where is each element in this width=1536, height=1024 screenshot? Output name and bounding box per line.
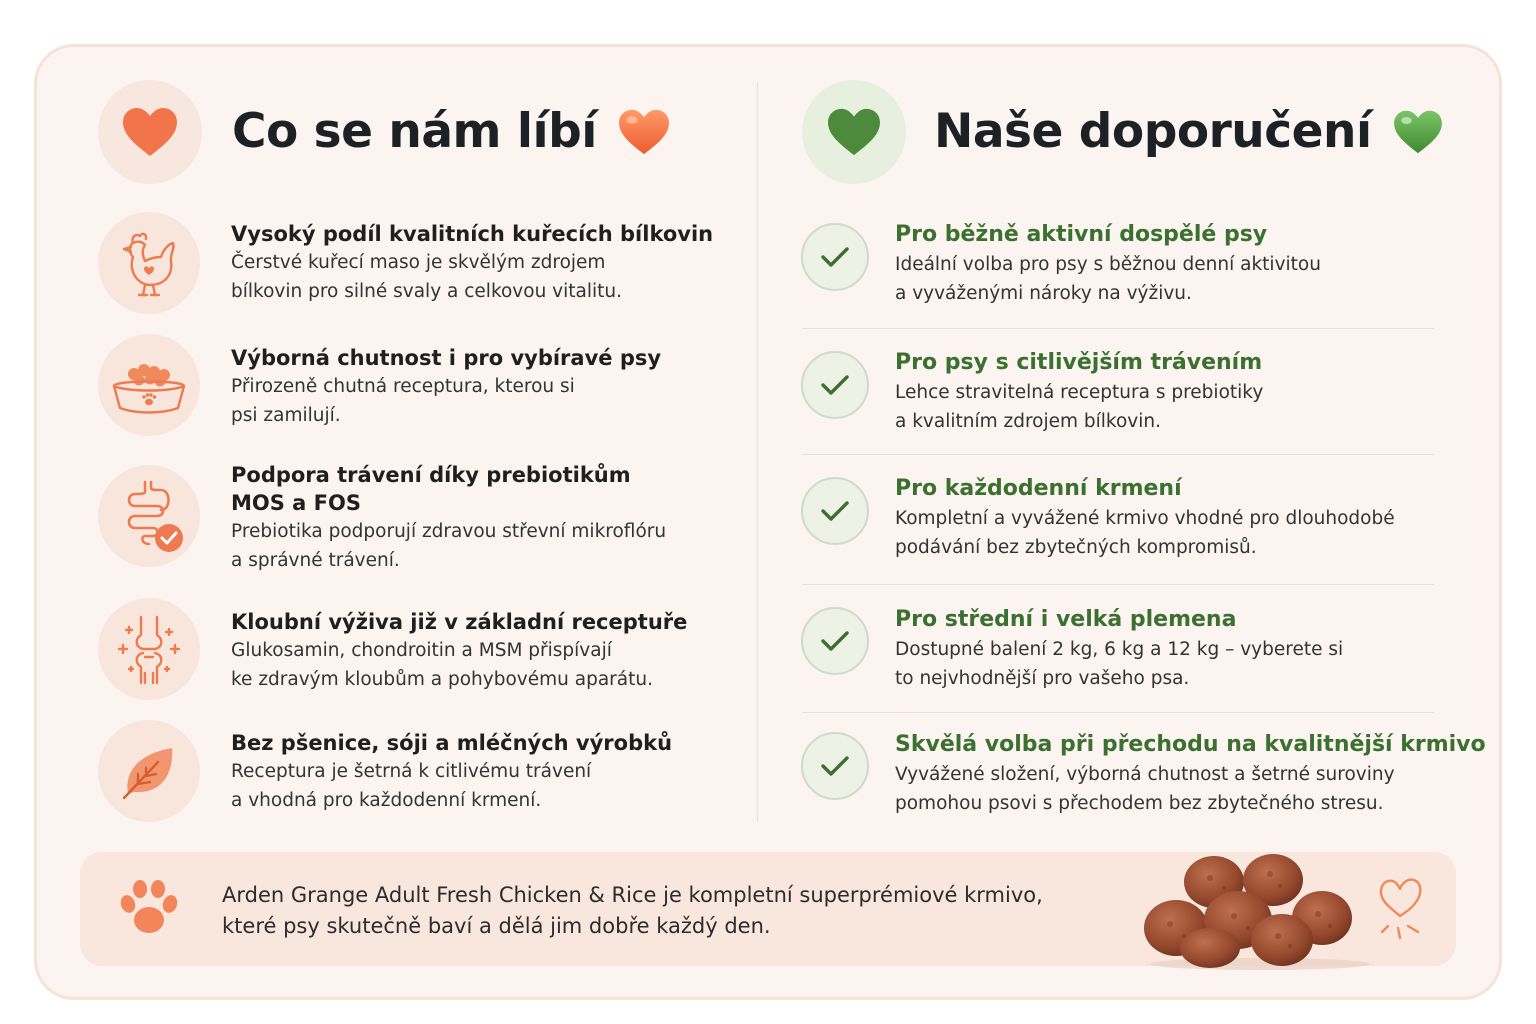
check-icon xyxy=(801,732,869,800)
row-divider xyxy=(802,584,1434,585)
orange-heart-emoji-icon xyxy=(617,108,671,156)
green-heart-icon xyxy=(826,107,882,157)
right-item-title: Pro střední i velká plemena xyxy=(895,607,1237,632)
left-item-title: Kloubní výživa již v základní receptuře xyxy=(231,610,688,634)
left-item-desc-line: Prebiotika podporují zdravou střevní mikroflóru xyxy=(231,521,667,542)
right-item-desc-line: Ideální volba pro psy s běžnou denní aktivitou xyxy=(895,254,1321,275)
left-item-2 xyxy=(231,344,701,430)
footer-line: které psy skutečně baví a dělá jim dobře každý den. xyxy=(222,914,771,938)
left-item-title: Bez pšenice, sóji a mléčných výrobků xyxy=(231,731,673,755)
right-item-desc-line: a kvalitním zdrojem bílkovin. xyxy=(895,411,1162,432)
right-item-5 xyxy=(895,730,1486,818)
chicken-icon xyxy=(98,212,200,314)
intestine-icon xyxy=(98,465,200,567)
left-item-3 xyxy=(231,461,701,575)
right-item-2 xyxy=(895,348,1455,436)
right-item-title: Skvělá volba při přechodu na kvalitnější krmivo xyxy=(895,732,1486,757)
right-item-desc-line: to nejvhodnější pro vašeho psa. xyxy=(895,668,1190,689)
orange-heart-icon xyxy=(121,106,179,158)
left-item-desc-line: ke zdravým kloubům a pohybovému aparátu. xyxy=(231,669,653,690)
right-item-desc-line: Vyvážené složení, výborná chutnost a šetrné suroviny xyxy=(895,764,1395,785)
check-icon xyxy=(801,223,869,291)
paw-icon xyxy=(116,876,182,938)
left-item-desc-line: a vhodná pro každodenní krmení. xyxy=(231,790,542,811)
left-item-1 xyxy=(231,220,714,306)
right-item-3 xyxy=(895,474,1455,562)
food-bowl-icon xyxy=(98,334,200,436)
check-icon xyxy=(801,477,869,545)
right-item-desc-line: pomohou psovi s přechodem bez zbytečného stresu. xyxy=(895,793,1384,814)
row-divider xyxy=(802,454,1434,455)
check-icon xyxy=(801,607,869,675)
right-item-desc-line: Dostupné balení 2 kg, 6 kg a 12 kg – vyberete si xyxy=(895,639,1344,660)
green-heart-badge xyxy=(802,80,906,184)
likes-title: Co se nám líbí xyxy=(232,104,597,159)
left-item-title: Podpora trávení díky prebiotikům xyxy=(231,463,631,487)
left-item-title: MOS a FOS xyxy=(231,491,361,515)
heart-outline-icon xyxy=(1376,874,1426,946)
column-divider xyxy=(757,82,758,822)
right-item-desc-line: Lehce stravitelná receptura s prebiotiky xyxy=(895,382,1264,403)
check-icon xyxy=(801,351,869,419)
right-item-title: Pro běžně aktivní dospělé psy xyxy=(895,222,1268,247)
row-divider xyxy=(802,712,1434,713)
left-item-5 xyxy=(231,729,701,815)
footer-line: Arden Grange Adult Fresh Chicken & Rice je kompletní superprémiové krmivo, xyxy=(222,883,1043,907)
row-divider xyxy=(802,328,1434,329)
likes-heading xyxy=(232,104,671,159)
left-item-desc-line: psi zamilují. xyxy=(231,405,341,426)
right-item-4 xyxy=(895,605,1455,693)
left-item-desc-line: bílkovin pro silné svaly a celkovou vitalitu. xyxy=(231,281,623,302)
left-item-desc-line: a správné trávení. xyxy=(231,550,400,571)
right-item-desc-line: a vyváženými nároky na výživu. xyxy=(895,283,1192,304)
left-item-desc-line: Receptura je šetrná k citlivému trávení xyxy=(231,761,592,782)
right-item-desc-line: Kompletní a vyvážené krmivo vhodné pro dlouhodobé xyxy=(895,508,1395,529)
right-item-desc-line: podávání bez zbytečných kompromisů. xyxy=(895,537,1257,558)
left-item-desc-line: Glukosamin, chondroitin a MSM přispívají xyxy=(231,640,612,661)
left-item-desc-line: Přirozeně chutná receptura, kterou si xyxy=(231,376,575,397)
right-item-title: Pro psy s citlivějším trávením xyxy=(895,350,1263,375)
green-heart-emoji-icon xyxy=(1392,109,1444,155)
recommendations-title: Naše doporučení xyxy=(934,104,1372,159)
left-item-title: Výborná chutnost i pro vybíravé psy xyxy=(231,346,662,370)
right-item-1 xyxy=(895,220,1455,308)
left-item-4 xyxy=(231,608,701,694)
recommendations-heading xyxy=(934,104,1444,159)
kibble-image xyxy=(1140,848,1380,970)
footer-text xyxy=(222,880,1043,942)
heart-badge xyxy=(98,80,202,184)
footer-banner xyxy=(80,852,1456,966)
joint-icon xyxy=(98,598,200,700)
leaf-icon xyxy=(98,720,200,822)
left-item-title: Vysoký podíl kvalitních kuřecích bílkovin xyxy=(231,222,714,246)
right-item-title: Pro každodenní krmení xyxy=(895,476,1182,501)
left-item-desc-line: Čerstvé kuřecí maso je skvělým zdrojem xyxy=(231,252,606,273)
